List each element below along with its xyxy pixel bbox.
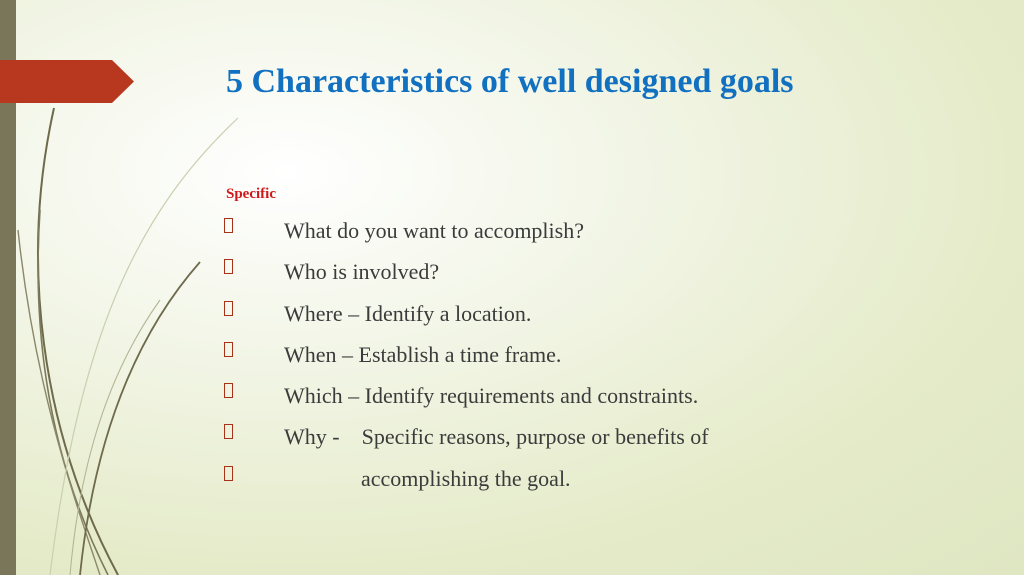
missing-glyph-box-icon (224, 466, 233, 481)
bullet-text: Why - Specific reasons, purpose or benefits of (284, 424, 709, 450)
slide-title: 5 Characteristics of well designed goals (226, 63, 794, 100)
bullet-text: What do you want to accomplish? (284, 218, 584, 243)
bullet-text: When – Establish a time frame. (284, 341, 562, 367)
missing-glyph-box-icon (224, 218, 233, 233)
missing-glyph-box-icon (224, 259, 233, 274)
missing-glyph-box-icon (224, 342, 233, 357)
missing-glyph-box-icon (224, 383, 233, 398)
bullet-text: Who is involved? (284, 259, 440, 285)
missing-glyph-box-icon (224, 301, 233, 316)
bullet-text: Which – Identify requirements and constraints. (284, 383, 699, 409)
bullet-text: Where – Identify a location. (284, 300, 532, 326)
bullet-text: accomplishing the goal. (284, 465, 571, 491)
missing-glyph-box-icon (224, 424, 233, 439)
subheading-specific: Specific (226, 186, 276, 202)
title-arrow-shape (0, 60, 134, 103)
